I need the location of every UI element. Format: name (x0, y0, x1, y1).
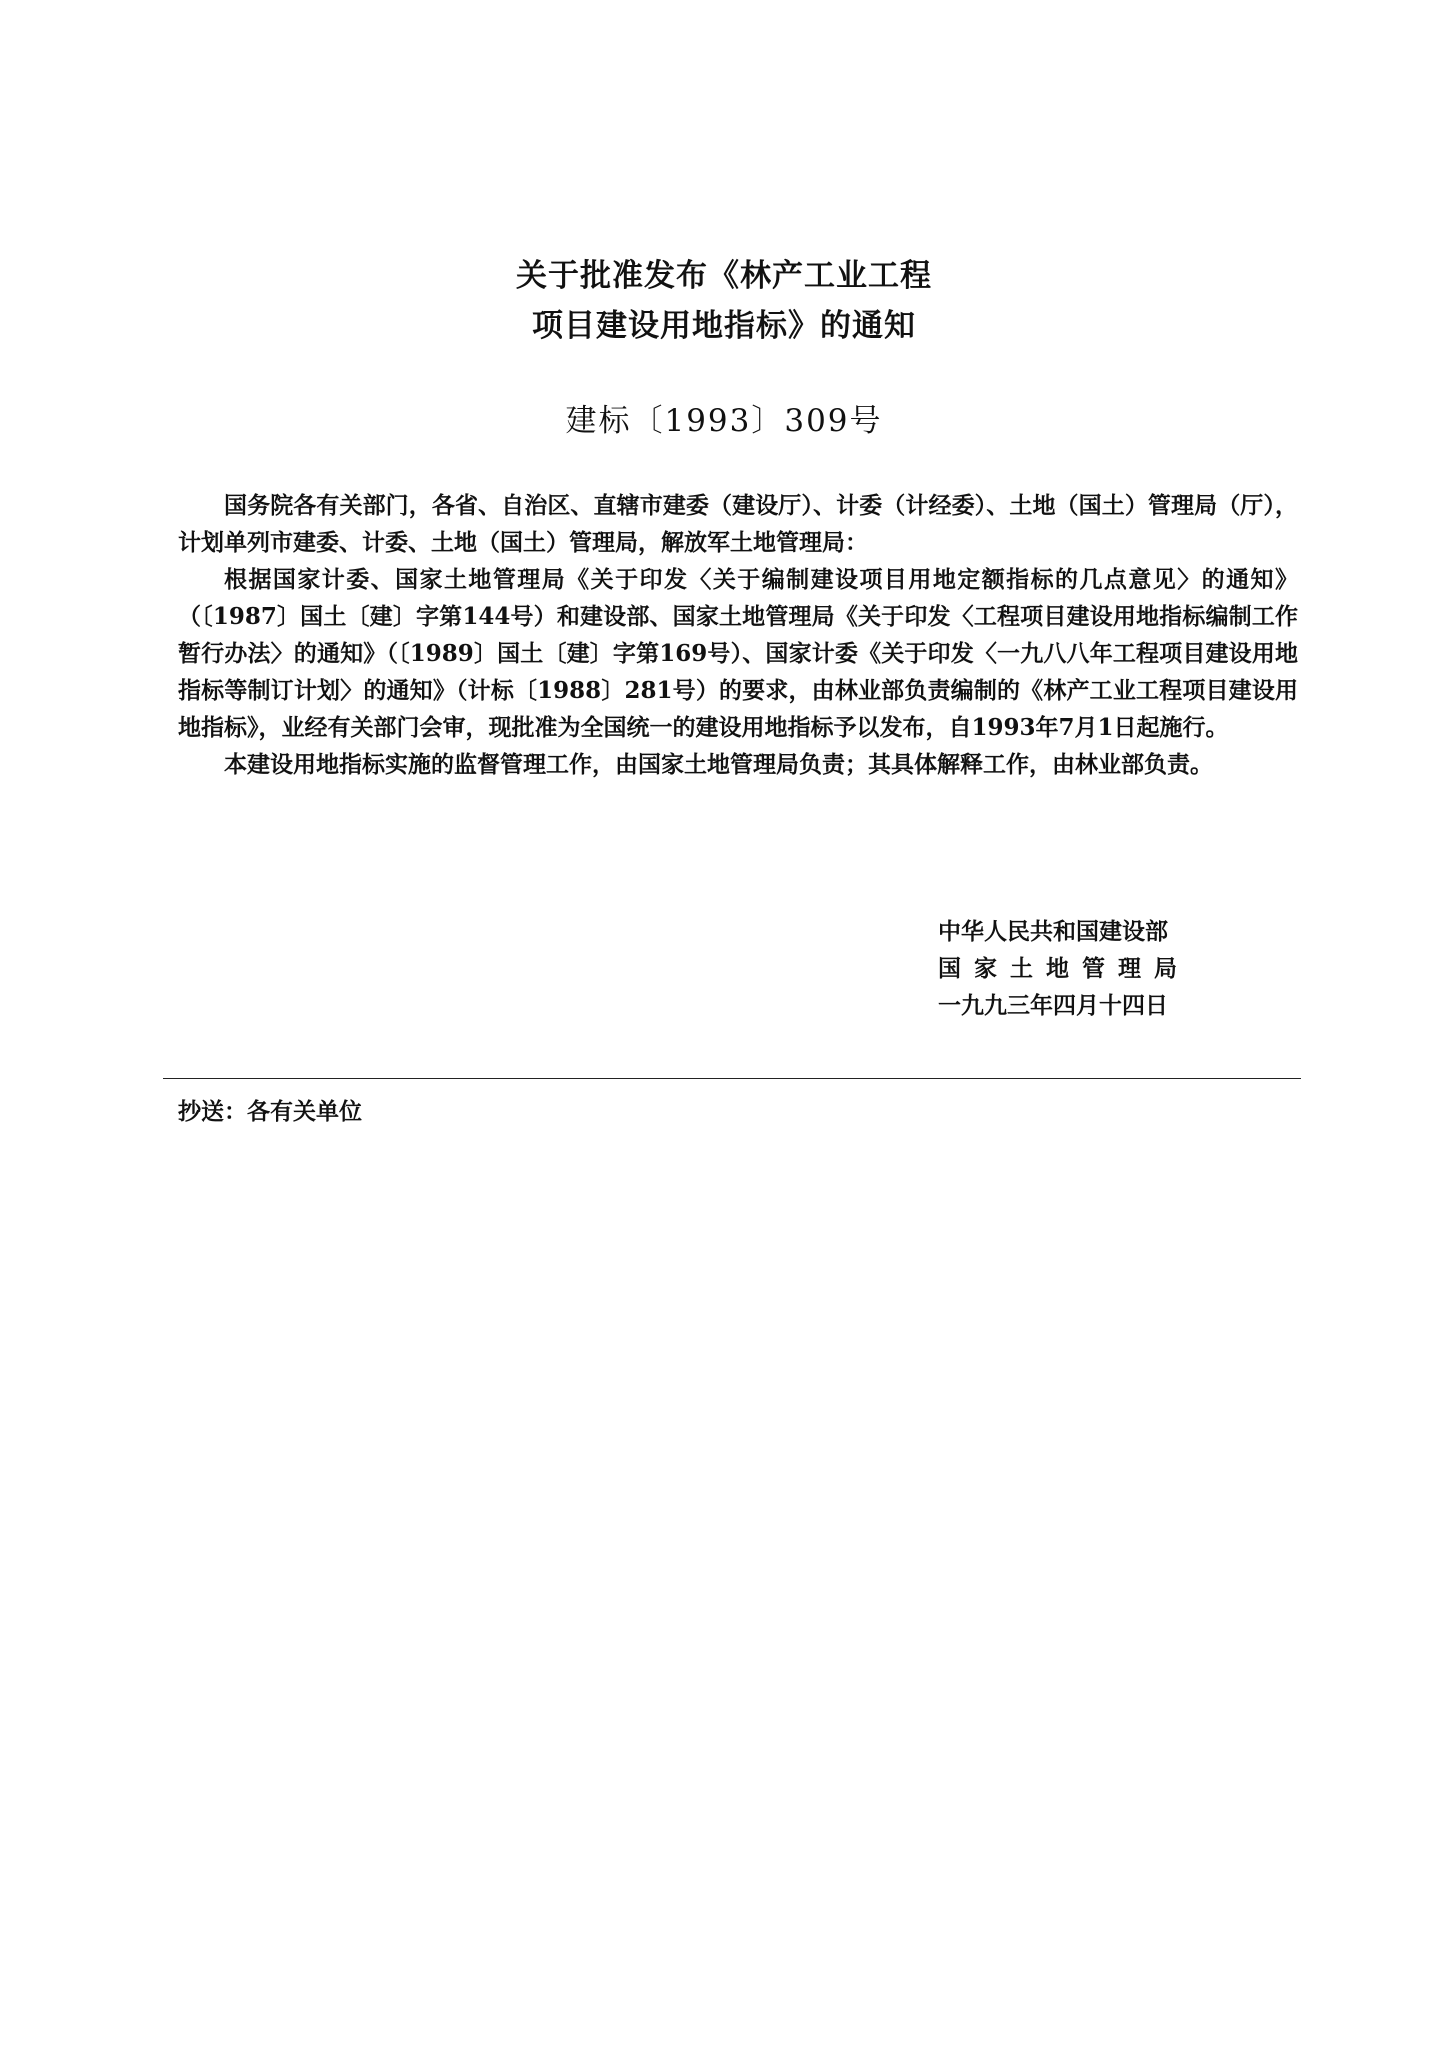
body-paragraph-responsibility: 本建设用地指标实施的监督管理工作，由国家土地管理局负责；其具体解释工作，由林业部负责。 (224, 751, 1213, 778)
issuer-land-bureau: 国家土地管理局 (938, 955, 1190, 982)
signature-block (938, 913, 1190, 1024)
body-paragraph-addressees: 国务院各有关部门，各省、自治区、直辖市建委（建设厅）、计委（计经委）、土地（国土）管理局（厅），计划单列市建委、计委、土地（国土）管理局，解放军土地管理局： (178, 492, 1298, 556)
issue-date: 一九九三年四月十四日 (938, 992, 1168, 1019)
cc-line: 抄送：各有关单位 (178, 1098, 362, 1125)
document-title-line-2: 项目建设用地指标》的通知 (532, 308, 916, 344)
body-paragraph-basis: 根据国家计委、国家土地管理局《关于印发〈关于编制建设项目用地定额指标的几点意见〉的通知》（〔1987〕国土〔建〕字第144号）和建设部、国家土地管理局《关于印发〈工程项目建设用地指标编制工作暂行办法〉的通知》（〔1989〕国土〔建〕字第169号）、国家计委《关于印发〈一九八八年工程项目建设用地指标等制订计划〉的通知》（计标〔1988〕281号）的要求，由林业部负责编制的《林产工业工程项目建设用地指标》，业经有关部门会审，现批准为全国统一的建设用地指标予以发布，自1993年7月1日起施行。 (178, 566, 1298, 741)
document-body (178, 487, 1298, 783)
issuer-ministry: 中华人民共和国建设部 (938, 918, 1168, 945)
document-number: 建标〔1993〕309号 (565, 403, 883, 439)
document-title-line-1: 关于批准发布《林产工业工程 (516, 258, 932, 294)
footer-divider (163, 1078, 1301, 1079)
